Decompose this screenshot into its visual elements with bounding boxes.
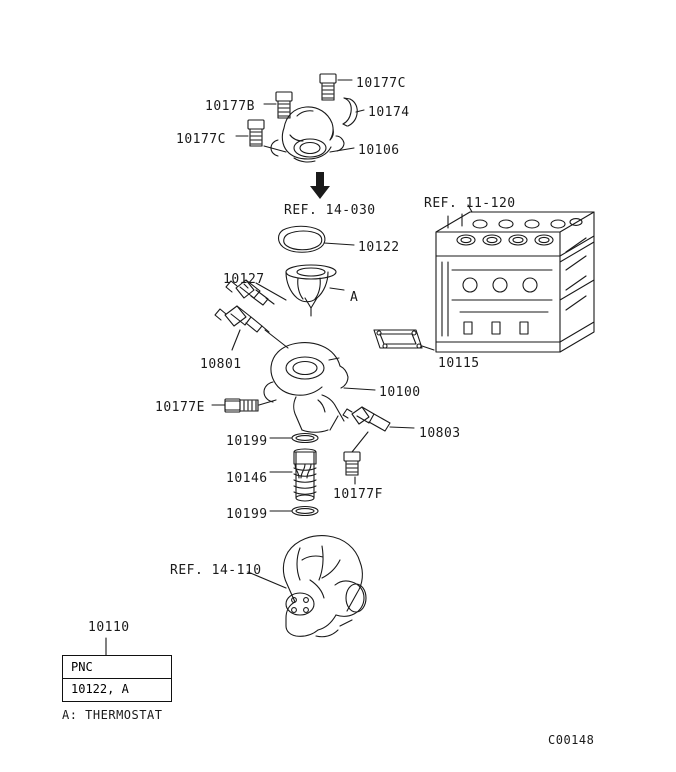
ref-label-14-030: REF. 14-030 [284, 203, 376, 218]
ref-label-11-120: REF. 11-120 [424, 196, 516, 211]
pnc-box-header: PNC [71, 660, 93, 674]
leader-10177e-to-body [259, 400, 276, 405]
part-10199-upper [292, 434, 318, 443]
part-label-10127: 10127 [223, 272, 265, 287]
diagram-code: C00148 [548, 733, 595, 747]
leader-10801 [232, 330, 240, 350]
part-10100-case [264, 343, 348, 433]
part-10801 [215, 306, 269, 332]
leader-10177c-to-housing [264, 146, 286, 152]
part-label-10177c-top: 10177C [356, 76, 406, 91]
part-label-10177c-left: 10177C [176, 132, 226, 147]
legend-thermostat: A: THERMOSTAT [62, 708, 163, 722]
leader-10115 [422, 346, 434, 350]
part-label-thermostat-a: A [350, 290, 359, 305]
leader-10177f-to-part [352, 432, 368, 452]
part-label-10177f: 10177F [333, 487, 383, 502]
part-label-10122: 10122 [358, 240, 400, 255]
pnc-box [62, 655, 172, 702]
part-label-10115: 10115 [438, 356, 480, 371]
ref-11-120-cylinder-head [436, 212, 594, 352]
pnc-callout-label: 10110 [88, 620, 130, 635]
bolt-10177c-top [320, 74, 336, 100]
part-10115-gasket [374, 330, 422, 348]
part-label-10177e: 10177E [155, 400, 205, 415]
part-10174 [343, 98, 357, 126]
part-label-10106: 10106 [358, 143, 400, 158]
bolt-10177c-left [248, 120, 264, 146]
leader-10122 [324, 243, 354, 245]
leader-10803 [390, 427, 414, 428]
part-label-10803: 10803 [419, 426, 461, 441]
part-10106-housing [271, 107, 344, 162]
bolt-10177f [344, 452, 360, 475]
leader-thermostat-a [330, 288, 344, 290]
part-label-10174: 10174 [368, 105, 410, 120]
part-label-10199-lower: 10199 [226, 507, 268, 522]
part-label-10801: 10801 [200, 357, 242, 372]
part-label-10100: 10100 [379, 385, 421, 400]
assembly-direction-arrow [310, 172, 330, 199]
part-label-10146: 10146 [226, 471, 268, 486]
leader-10801-to-body [265, 330, 288, 348]
part-10199-lower [292, 507, 318, 516]
part-10122-gasket [279, 226, 325, 252]
pnc-box-value: 10122, A [71, 682, 129, 696]
ref-14-110-water-pump [283, 536, 366, 637]
part-label-10199-upper: 10199 [226, 434, 268, 449]
bolt-10177b [276, 92, 292, 118]
part-thermostat-a [286, 265, 336, 316]
leader-10100 [344, 388, 375, 390]
bolt-10177e [225, 399, 258, 412]
pnc-box-divider [63, 678, 171, 679]
part-10803 [343, 407, 390, 431]
part-10146 [294, 449, 316, 501]
part-label-10177b: 10177B [205, 99, 255, 114]
ref-label-14-110: REF. 14-110 [170, 563, 262, 578]
